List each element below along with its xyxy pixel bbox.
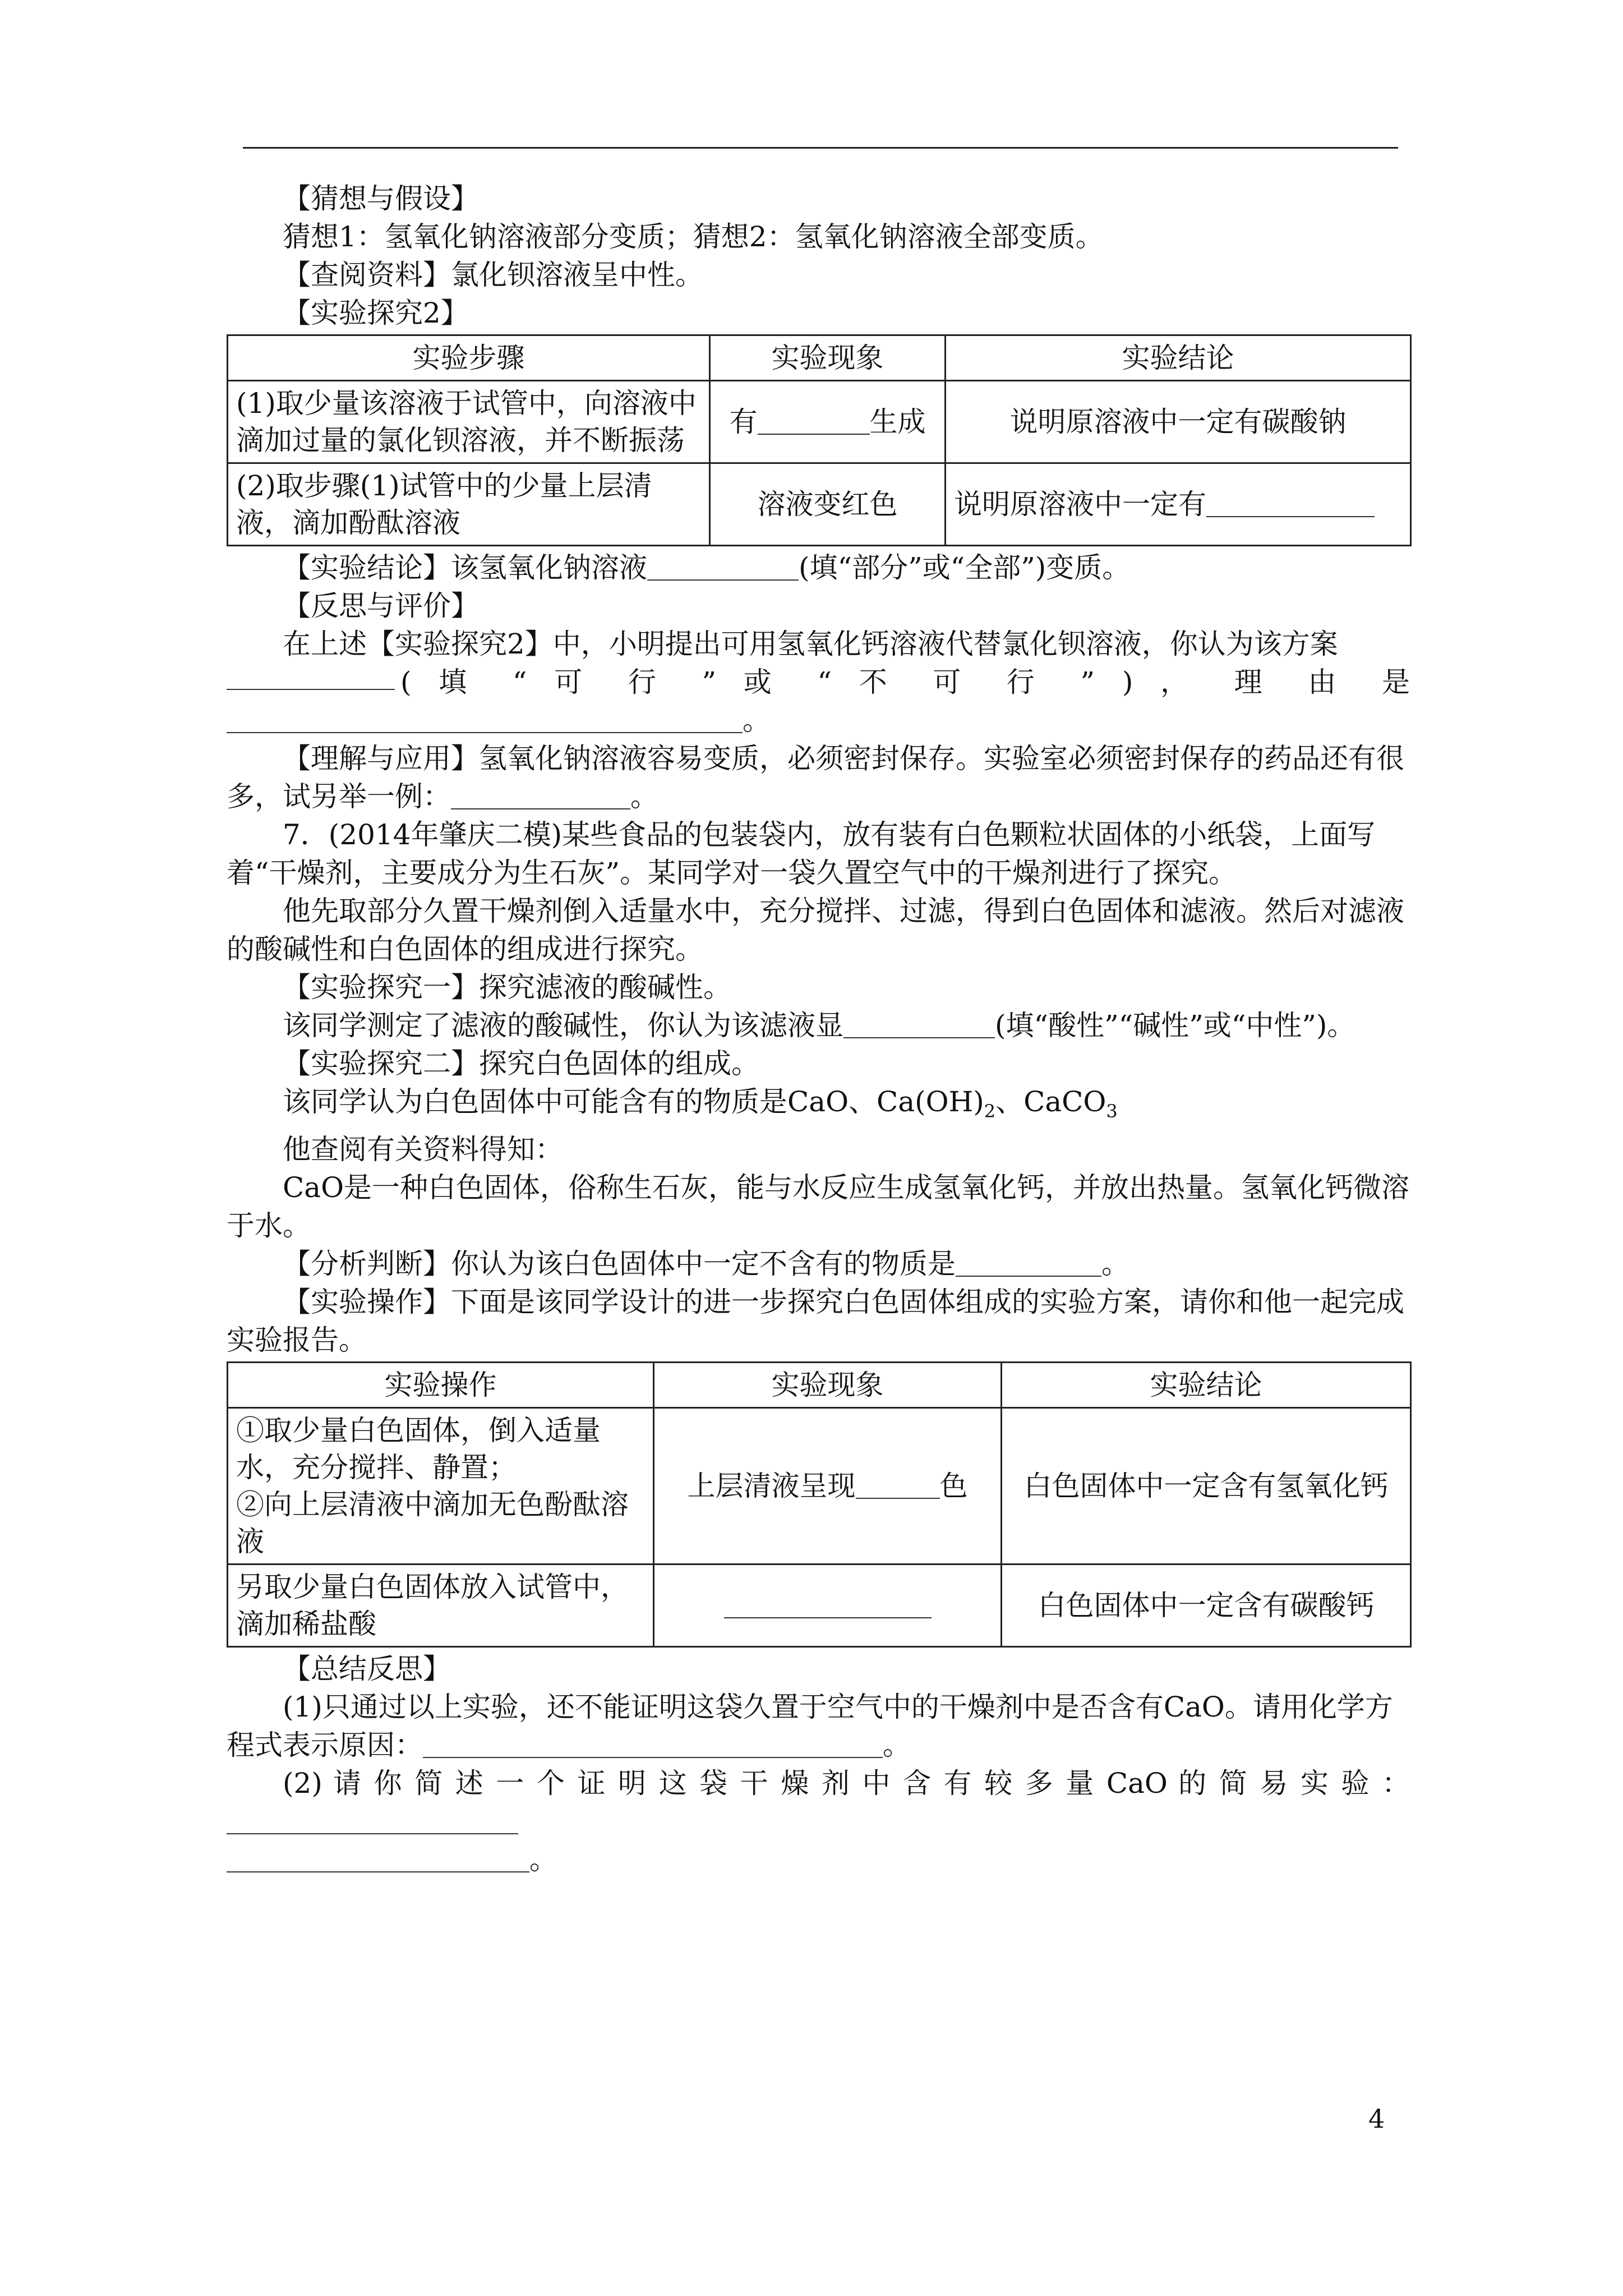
acidity-line	[227, 1006, 1410, 1045]
answer-blank[interactable]	[843, 1011, 995, 1038]
reflect-options: ( 填 “ 可 行 ” 或 “ 不 可 行 ” ) ， 理 由 是	[400, 666, 1410, 698]
table-row	[228, 1408, 1411, 1565]
table1-r1-conclusion: 说明原溶液中一定有碳酸钠	[946, 381, 1411, 463]
table2-r2-phenomenon	[654, 1565, 1002, 1647]
exp2-title: 【实验探究2】	[283, 297, 469, 329]
table2-r2-conclusion: 白色固体中一定含有碳酸钙	[1002, 1565, 1411, 1647]
conclusion-hint: (填“部分”或“全部”)变质。	[799, 551, 1131, 584]
subscript: 2	[984, 1101, 996, 1122]
answer-blank[interactable]	[423, 1731, 883, 1758]
table1-header-conclusion: 实验结论	[946, 335, 1411, 381]
answer-blank[interactable]	[724, 1591, 932, 1618]
table-row	[228, 463, 1411, 546]
period: 。	[630, 780, 658, 813]
table2-header-conclusion: 实验结论	[1002, 1363, 1411, 1408]
period: 。	[1101, 1248, 1129, 1280]
summary-title: 【总结反思】	[283, 1653, 451, 1685]
answer-blank[interactable]	[227, 1846, 529, 1872]
possible-substances	[227, 1083, 1410, 1130]
answer-blank[interactable]	[227, 1807, 518, 1834]
summary2: (2) 请 你 简 述 一 个 证 明 这 袋 干 燥 剂 中 含 有 较 多 量 CaO 的 简 易 实 验 ：	[283, 1767, 1410, 1800]
table2-r2-operation: 另取少量白色固体放入试管中，滴加稀盐酸	[228, 1565, 654, 1647]
answer-blank[interactable]	[647, 554, 799, 581]
period: 。	[529, 1843, 557, 1876]
answer-blank[interactable]	[227, 663, 395, 690]
table-row	[228, 381, 1411, 463]
summary1-text: (1)只通过以上实验，还不能证明这袋久置于空气中的干燥剂中是否含有CaO。请用化学方程式表示原因：	[227, 1691, 1393, 1761]
experiment-table-1	[227, 334, 1412, 546]
reflect-line3	[227, 701, 1410, 739]
reflect-line2	[227, 663, 1410, 701]
table2-header-operation: 实验操作	[228, 1363, 654, 1408]
possible-text: 该同学认为白色固体中可能含有的物质是CaO、Ca(OH)	[283, 1085, 984, 1118]
table1-r1-obs-suffix: 生成	[869, 406, 926, 438]
possible-text2: 、CaCO	[995, 1085, 1106, 1118]
page-number: 4	[1368, 2104, 1385, 2134]
exp-one: 【实验探究一】探究滤液的酸碱性。	[283, 971, 731, 1004]
analysis-text: 【分析判断】你认为该白色固体中一定不含有的物质是	[283, 1248, 956, 1280]
reflect-line1: 在上述【实验探究2】中，小明提出可用氢氧化钙溶液代替氯化钡溶液，你认为该方案	[283, 628, 1338, 660]
answer-blank[interactable]	[956, 1250, 1101, 1277]
period: 。	[743, 704, 771, 737]
conclusion-line	[227, 549, 1410, 587]
table1-r2-concl-text: 说明原溶液中一定有	[954, 488, 1206, 521]
answer-blank[interactable]	[856, 1472, 940, 1499]
exp-two: 【实验探究二】探究白色固体的组成。	[283, 1047, 759, 1080]
table2-r1-operation	[228, 1408, 654, 1565]
table1-r2-phenomenon: 溶液变红色	[710, 463, 946, 546]
guesses: 猜想1：氢氧化钠溶液部分变质；猜想2：氢氧化钠溶液全部变质。	[283, 220, 1104, 253]
table1-r2-conclusion	[946, 463, 1411, 546]
summary2-blank1	[227, 1802, 1410, 1841]
experiment-table-2	[227, 1361, 1412, 1648]
table2-r1-obs-prefix: 上层清液呈现	[687, 1470, 856, 1502]
table2-r1-op2: ②向上层清液中滴加无色酚酞溶液	[236, 1488, 629, 1558]
table1-r1-step: (1)取少量该溶液于试管中，向溶液中滴加过量的氯化钡溶液，并不断振荡	[228, 381, 710, 463]
q7-para2: 他先取部分久置干燥剂倒入适量水中，充分搅拌、过滤，得到白色固体和滤液。然后对滤液的酸碱性和白色固体的组成进行探究。	[227, 895, 1404, 965]
cao-info: CaO是一种白色固体，俗称生石灰，能与水反应生成氢氧化钙，并放出热量。氢氧化钙微溶于水。	[227, 1171, 1410, 1242]
table-row	[228, 1565, 1411, 1647]
apply-text: 【理解与应用】氢氧化钠溶液容易变质，必须密封保存。实验室必须密封保存的药品还有很多，试另举一例：	[227, 742, 1404, 813]
conclusion-text: 【实验结论】该氢氧化钠溶液	[283, 551, 647, 584]
apply-line	[227, 739, 1410, 816]
lookup2: 他查阅有关资料得知：	[283, 1133, 563, 1166]
operation-intro: 【实验操作】下面是该同学设计的进一步探究白色固体组成的实验方案，请你和他一起完成实验报告。	[227, 1286, 1404, 1356]
document-body	[227, 180, 1410, 1879]
section-guess: 【猜想与假设】	[283, 182, 479, 215]
answer-blank[interactable]	[1206, 490, 1375, 517]
table1-r1-obs-prefix: 有	[729, 406, 758, 438]
period: 。	[883, 1729, 911, 1761]
table1-r1-phenomenon	[710, 381, 946, 463]
table1-header-step: 实验步骤	[228, 335, 710, 381]
q7-intro: 7．(2014年肇庆二模)某些食品的包装袋内，放有装有白色颗粒状固体的小纸袋，上面写着“干燥剂，主要成分为生石灰”。某同学对一袋久置空气中的干燥剂进行了探究。	[227, 818, 1376, 889]
table1-header-phenomenon: 实验现象	[710, 335, 946, 381]
table2-r1-phenomenon	[654, 1408, 1002, 1565]
answer-blank[interactable]	[758, 408, 870, 435]
reflect-title: 【反思与评价】	[283, 590, 479, 622]
acidity-hint: (填“酸性”“碱性”或“中性”)。	[995, 1009, 1355, 1042]
analysis-line	[227, 1245, 1410, 1283]
subscript: 3	[1106, 1101, 1118, 1122]
answer-blank[interactable]	[451, 783, 630, 809]
lookup-info: 【查阅资料】氯化钡溶液呈中性。	[283, 259, 703, 291]
summary2-blank2	[227, 1841, 1410, 1879]
acidity-text: 该同学测定了滤液的酸碱性，你认为该滤液显	[283, 1009, 843, 1042]
table2-r1-op1: ①取少量白色固体，倒入适量水，充分搅拌、静置；	[236, 1414, 601, 1484]
header-rule	[243, 147, 1398, 149]
table2-r1-obs-suffix: 色	[939, 1470, 968, 1502]
answer-blank[interactable]	[227, 706, 743, 733]
table1-r2-step: (2)取步骤(1)试管中的少量上层清液，滴加酚酞溶液	[228, 463, 710, 546]
table2-header-phenomenon: 实验现象	[654, 1363, 1002, 1408]
table2-r1-conclusion: 白色固体中一定含有氢氧化钙	[1002, 1408, 1411, 1565]
summary1	[227, 1688, 1410, 1764]
